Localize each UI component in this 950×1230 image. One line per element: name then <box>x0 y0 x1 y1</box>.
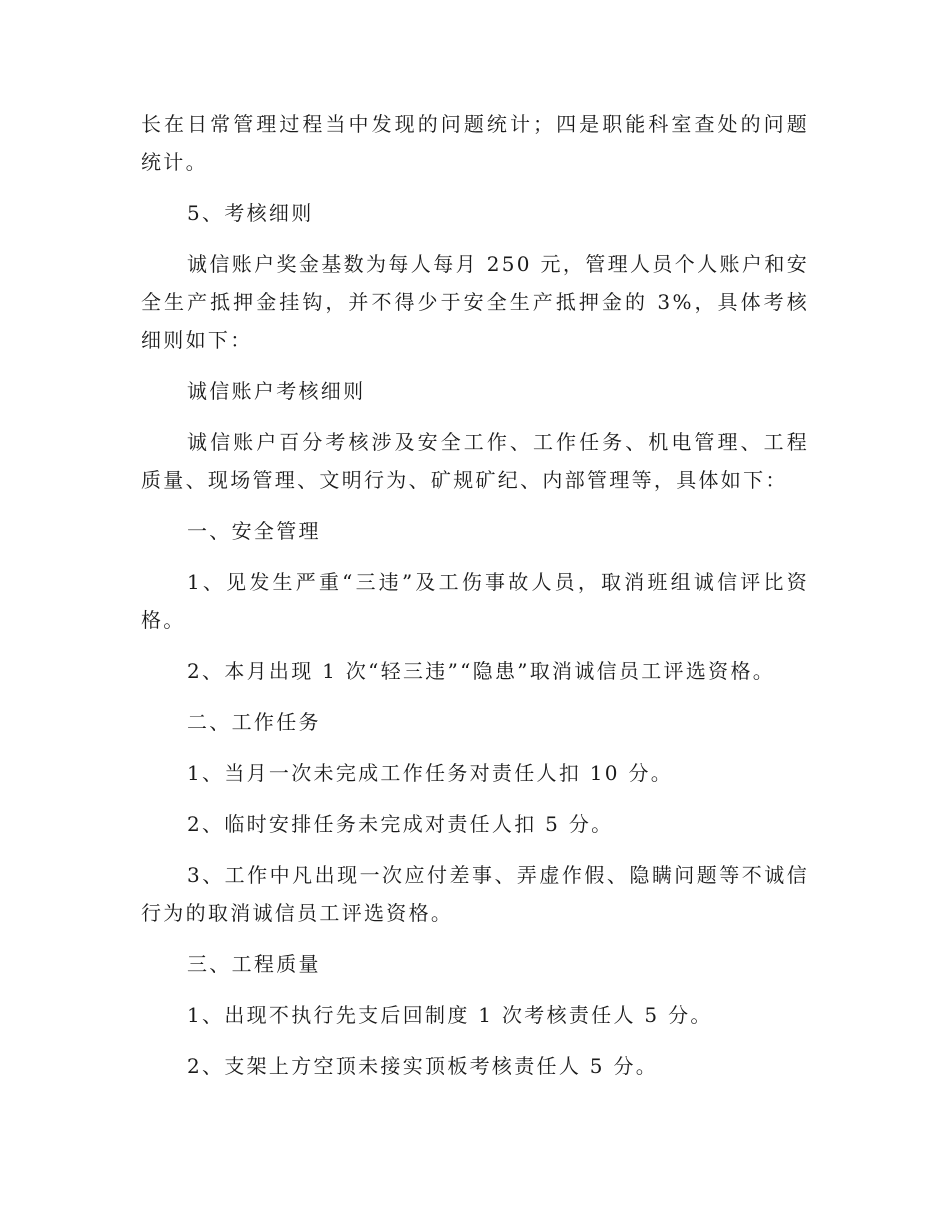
item-quality-1: 1、出现不执行先支后回制度 1 次考核责任人 5 分。 <box>187 1003 713 1027</box>
item-tasks-3: 3、工作中凡出现一次应付差事、弄虚作假、隐瞒问题等不诚信行为的取消诚信员工评选资格。 <box>141 863 809 925</box>
item-tasks-1: 1、当月一次未完成工作任务对责任人扣 10 分。 <box>187 761 674 785</box>
heading-work-tasks: 二、工作任务 <box>187 710 321 734</box>
heading-integrity-account-rules: 诚信账户考核细则 <box>187 379 366 403</box>
heading-safety-management: 一、安全管理 <box>187 519 321 543</box>
paragraph-assessment-scope: 诚信账户百分考核涉及安全工作、工作任务、机电管理、工程质量、现场管理、文明行为、矿规矿纪、内部管理等，具体如下： <box>141 430 809 492</box>
paragraph-continued-statistics: 长在日常管理过程当中发现的问题统计；四是职能科室查处的问题统计。 <box>141 112 809 174</box>
item-tasks-2: 2、临时安排任务未完成对责任人扣 5 分。 <box>187 812 614 836</box>
heading-engineering-quality: 三、工程质量 <box>187 952 321 976</box>
document-page <box>141 105 809 1085</box>
paragraph-bonus-base: 诚信账户奖金基数为每人每月 250 元，管理人员个人账户和安全生产抵押金挂钩，并不得少于安全生产抵押金的 3%，具体考核细则如下： <box>141 252 809 352</box>
item-safety-2: 2、本月出现 1 次“轻三违”“隐患”取消诚信员工评选资格。 <box>187 659 776 683</box>
heading-assessment-rules: 5、考核细则 <box>187 201 314 225</box>
item-quality-2: 2、支架上方空顶未接实顶板考核责任人 5 分。 <box>187 1054 659 1078</box>
item-safety-1: 1、见发生严重“三违”及工伤事故人员，取消班组诚信评比资格。 <box>141 570 809 632</box>
